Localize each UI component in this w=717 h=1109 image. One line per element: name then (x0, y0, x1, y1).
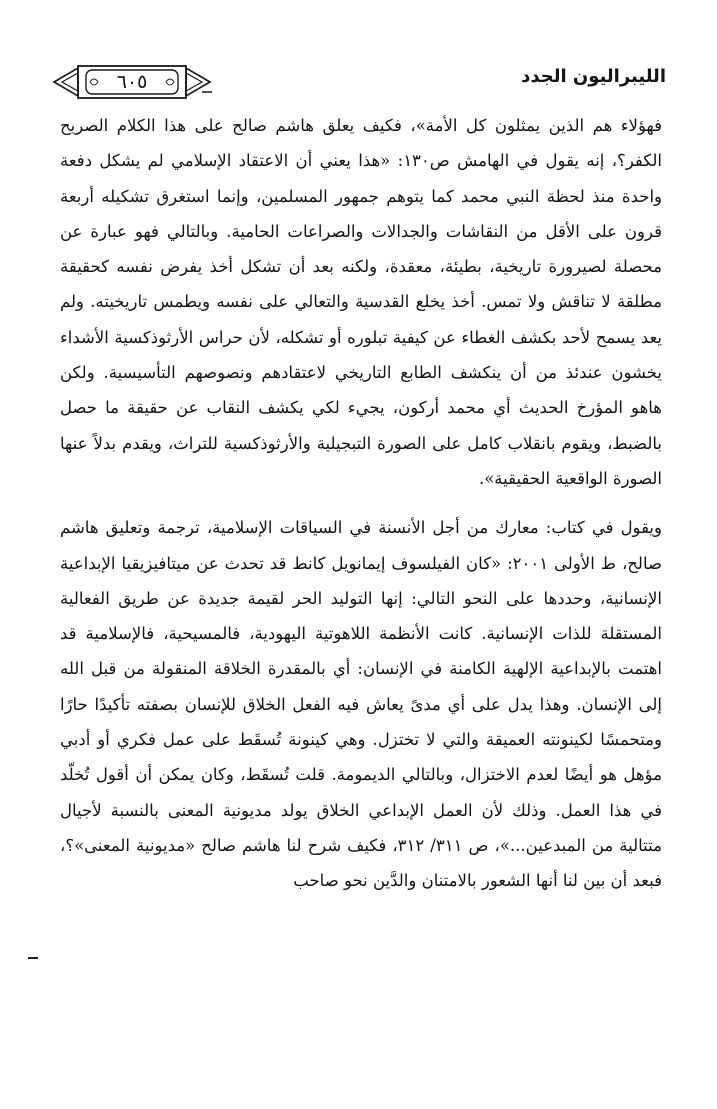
body-text (60, 108, 662, 899)
running-title: الليبراليون الجدد (521, 66, 666, 87)
margin-mark (28, 957, 38, 959)
paragraph: فهؤلاء هم الذين يمثلون كل الأمة»، فكيف يعلق هاشم صالح على هذا الكلام الصريح الكفر؟، إنه يقول في الهامش ص١٣٠: «هذا يعني أن الاعتقاد الإسلامي لم يشكل دفعة واحدة منذ لحظة النبي محمد كما يتوهم جمهور المسلمين، وإنما استغرق تشكيله أربعة قرون على الأقل من النقاشات والجدالات والصراعات الحامية. وبالتالي فهو عبارة عن محصلة لصيرورة تاريخية، بطيئة، معقدة، ولكنه بعد أن تشكل أخذ يفرض نفسه كحقيقة مطلقة لا تناقش ولا تمس. أخذ يخلع القدسية والتعالي على نفسه ويطمس تاريخيته. ولم يعد يسمح لأحد بكشف الغطاء عن كيفية تبلوره أو تشكله، لأن حراس الأرثوذكسية الأشداء يخشون عندئذ من أن ينكشف الطابع التاريخي لاعتقادهم ونصوصهم التأسيسية. ولكن هاهو المؤرخ الحديث أي محمد أركون، يجيء لكي يكشف النقاب عن حقيقة ما حصل بالضبط، ويقوم بانقلاب كامل على الصورة التبجيلية والأرثوذكسية للتراث، ويقدم بدلاً عنها الصورة الواقعية الحقيقية». (60, 116, 662, 488)
page-number: ٦٠٥ (116, 71, 148, 93)
page-header (52, 62, 666, 102)
paragraph: ويقول في كتاب: معارك من أجل الأنسنة في السياقات الإسلامية، ترجمة وتعليق هاشم صالح، ط الأولى ٢٠٠١: «كان الفيلسوف إيمانويل كانط قد تحدث عن ميتافيزيقيا الإبداعية الإنسانية، وحددها على النحو التالي: إنها التوليد الحر لقيمة جديدة عن طريق الفعالية المستقلة للذات الإنسانية. كانت الأنظمة اللاهوتية اليهودية، فالمسيحية، فالإسلامية قد اهتمت بالإبداعية الإلهية الكامنة في الإنسان: أي بالمقدرة الخلاقة المنقولة من قبل الله إلى الإنسان. وهذا يدل على أي مدىً يعاش فيه الفعل الخلاق للإنسان بصفته تأكيدًا حارًا ومتحمسًا لكينونته العميقة والتي لا تختزل. وهي كينونة تُسقَط على عمل فكري أو أدبي مؤهل هو أيضًا لعدم الاختزال، وبالتالي الديمومة. قلت تُسقَط، وكان يمكن أن أقول تُخلّد في هذا العمل. وذلك لأن العمل الإبداعي الخلاق يولد مديونية المعنى بالنسبة لأجيال متتالية من المبدعين...»، ص ٣١١/ ٣١٢، فكيف شرح لنا هاشم صالح «مديونية المعنى»؟، فبعد أن بين لنا أنها الشعور بالامتنان والدَّين نحو صاحب (60, 518, 662, 891)
